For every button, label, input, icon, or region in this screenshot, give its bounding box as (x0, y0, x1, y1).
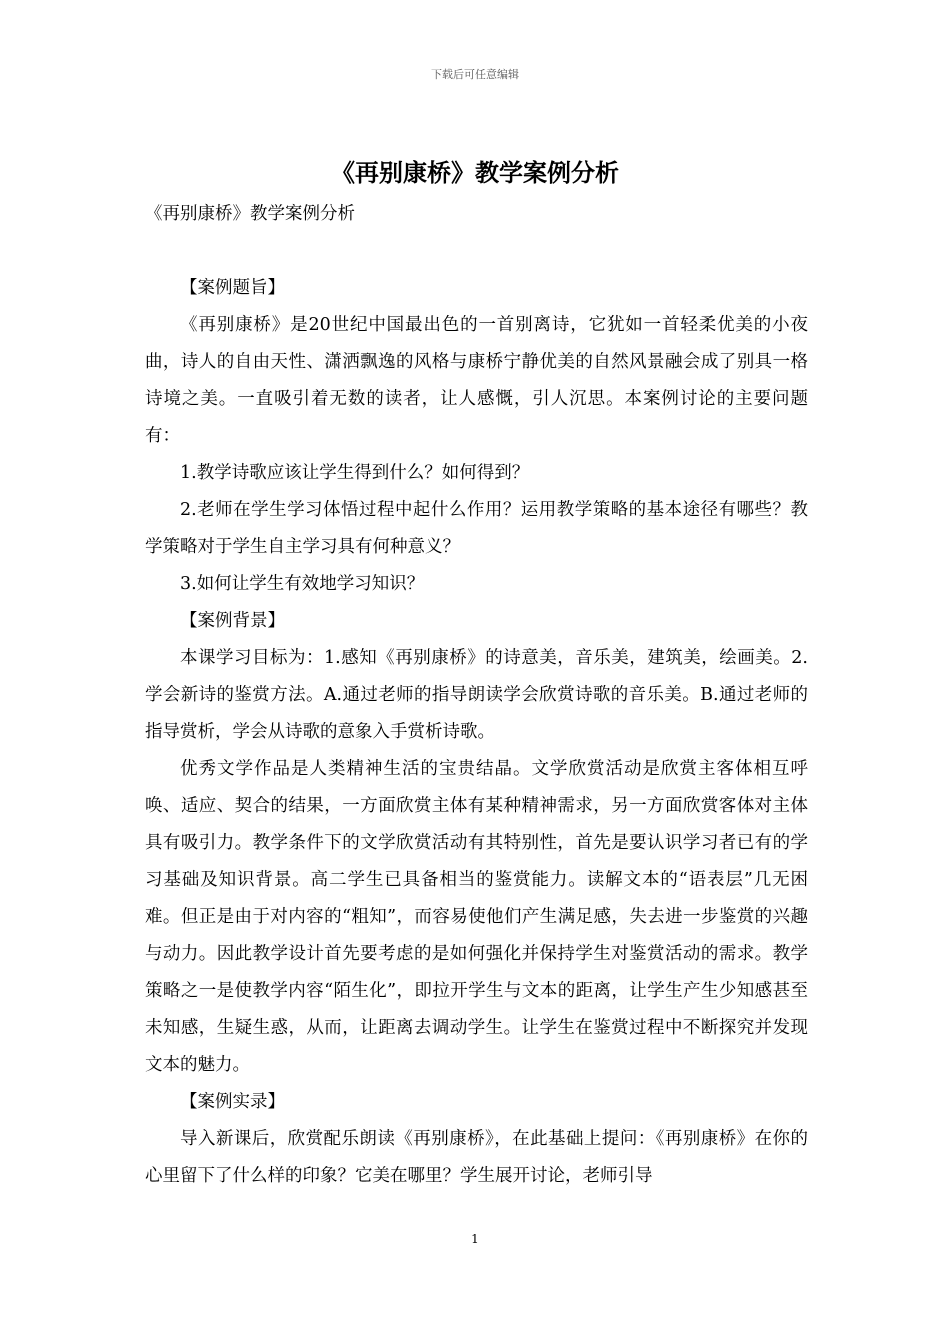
theme-question-3: 3.如何让学生有效地学习知识？ (180, 574, 425, 594)
background-paragraph-2: 优秀文学作品是人类精神生活的宝贵结晶。文学欣赏活动是欣赏主客体相互呼唤、适应、契合的结果，一方面欣赏主体有某种精神需求，另一方面欣赏客体对主体具有吸引力。教学条件下的文学欣赏活动有其特别性，首先是要认识学习者已有的学习基础及知识背景。高二学生已具备相当的鉴赏能力。读解文本的“语表层”几无困难。但正是由于对内容的“粗知”，而容易使他们产生满足感，失去进一步鉴赏的兴趣与动力。因此教学设计首先要考虑的是如何强化并保持学生对鉴赏活动的需求。教学策略之一是使教学内容“陌生化”，即拉开学生与文本的距离，让学生产生少知感甚至未知感，生疑生惑，从而，让距离去调动学生。让学生在鉴赏过程中不断探究并发现文本的魅力。 (145, 759, 808, 1075)
document-body (145, 196, 808, 1195)
blank-line (145, 233, 808, 270)
section-heading-background: 【案例背景】 (180, 611, 285, 631)
background-paragraph-1: 本课学习目标为：1.感知《再别康桥》的诗意美，音乐美，建筑美，绘画美。2.学会新诗的鉴赏方法。A.通过老师的指导朗读学会欣赏诗歌的音乐美。B.通过老师的指导赏析，学会从诗歌的意象入手赏析诗歌。 (145, 648, 808, 742)
page-number: 1 (471, 1232, 479, 1246)
record-paragraph-1: 导入新课后，欣赏配乐朗读《再别康桥》，在此基础上提问：《再别康桥》在你的心里留下了什么样的印象？它美在哪里？学生展开讨论，老师引导 (145, 1129, 808, 1186)
theme-intro-paragraph: 《再别康桥》是20世纪中国最出色的一首别离诗，它犹如一首轻柔优美的小夜曲，诗人的自由天性、潇洒飘逸的风格与康桥宁静优美的自然风景融会成了别具一格诗境之美。一直吸引着无数的读者，让人感慨，引人沉思。本案例讨论的主要问题有： (145, 315, 808, 446)
header-note: 下载后可任意编辑 (431, 68, 519, 81)
theme-question-2: 2.老师在学生学习体悟过程中起什么作用？运用教学策略的基本途径有哪些？教学策略对于学生自主学习具有何种意义？ (145, 500, 808, 557)
subtitle: 《再别康桥》教学案例分析 (145, 204, 355, 224)
theme-question-1: 1.教学诗歌应该让学生得到什么？如何得到？ (180, 463, 530, 483)
section-heading-record: 【案例实录】 (180, 1092, 285, 1112)
document-title: 《再别康桥》教学案例分析 (331, 159, 619, 187)
section-heading-theme: 【案例题旨】 (180, 278, 285, 298)
